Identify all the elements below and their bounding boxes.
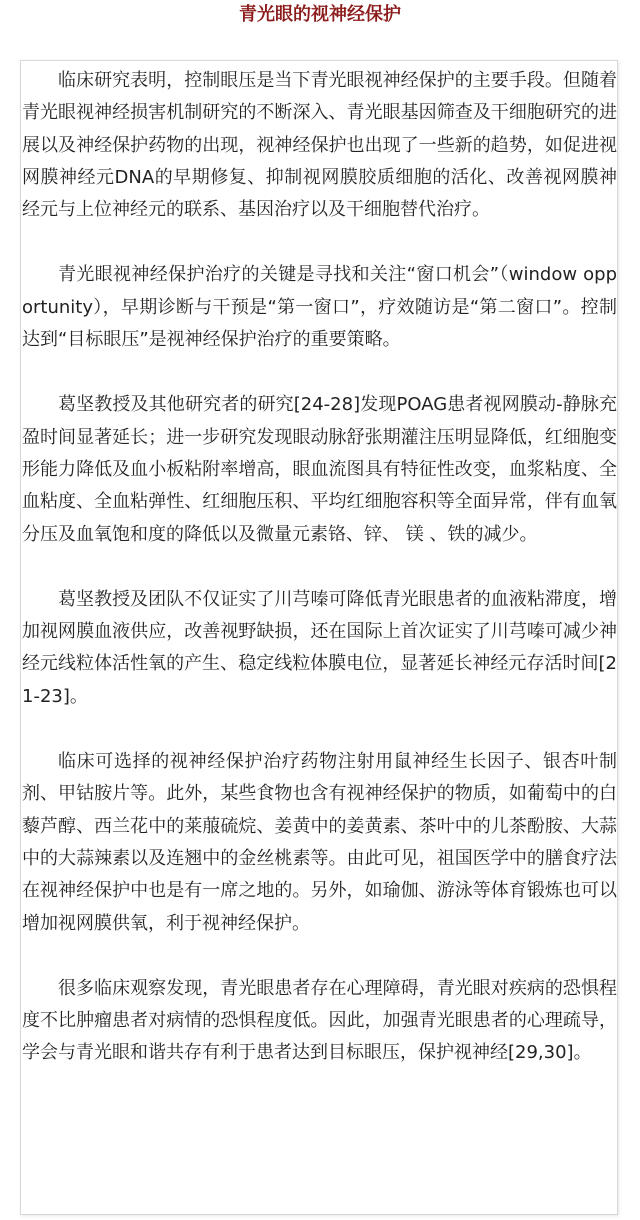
paragraph-ligustrazine: 葛坚教授及团队不仅证实了川芎嗪可降低青光眼患者的血液粘滞度，增加视网膜血液供应，改善视野缺损，还在国际上首次证实了川芎嗪可减少神经元线粒体活性氧的产生、稳定线粒体膜电位，显著延长神经元存活时间[21-23]。 bbox=[22, 588, 617, 707]
article-body bbox=[21, 61, 617, 1070]
paragraph-intro: 临床研究表明，控制眼压是当下青光眼视神经保护的主要手段。但随着青光眼视神经损害机制研究的不断深入、青光眼基因筛查及干细胞研究的进展以及神经保护药物的出现，视神经保护也出现了一些新的趋势，如促进视网膜神经元DNA的早期修复、抑制视网膜胶质细胞的活化、改善视网膜神经元与上位神经元的联系、基因治疗以及干细胞替代治疗。 bbox=[22, 70, 617, 221]
paragraph-psychology: 很多临床观察发现，青光眼患者存在心理障碍，青光眼对疾病的恐惧程度不比肿瘤患者对病情的恐惧程度低。因此，加强青光眼患者的心理疏导，学会与青光眼和谐共存有利于患者达到目标眼压，保护视神经[29,30]。 bbox=[22, 977, 617, 1064]
article-box bbox=[20, 60, 618, 1215]
paragraph-drugs-and-diet: 临床可选择的视神经保护治疗药物注射用鼠神经生长因子、银杏叶制剂、甲钴胺片等。此外，某些食物也含有视神经保护的物质，如葡萄中的白藜芦醇、西兰花中的莱菔硫烷、姜黄中的姜黄素、茶叶中的儿茶酚胺、大蒜中的大蒜辣素以及连翘中的金丝桃素等。由此可见，祖国医学中的膳食疗法在视神经保护中也是有一席之地的。另外，如瑜伽、游泳等体育锻炼也可以增加视网膜供氧，利于视神经保护。 bbox=[22, 751, 617, 934]
paragraph-blood-flow-research: 葛坚教授及其他研究者的研究[24-28]发现POAG患者视网膜动-静脉充盈时间显著延长；进一步研究发现眼动脉舒张期灌注压明显降低，红细胞变形能力降低及血小板粘附率增高，眼血流图具有特征性改变，血浆粘度、全血粘度、全血粘弹性、红细胞压积、平均红细胞容积等全面异常，伴有血氧分压及血氧饱和度的降低以及微量元素铬、锌、 镁 、铁的减少。 bbox=[22, 394, 617, 545]
page-title: 青光眼的视神经保护 bbox=[239, 4, 401, 25]
paragraph-window-opportunity: 青光眼视神经保护治疗的关键是寻找和关注“窗口机会”（window opportunity），早期诊断与干预是“第一窗口”，疗效随访是“第二窗口”。控制达到“目标眼压”是视神经保护治疗的重要策略。 bbox=[22, 264, 617, 351]
